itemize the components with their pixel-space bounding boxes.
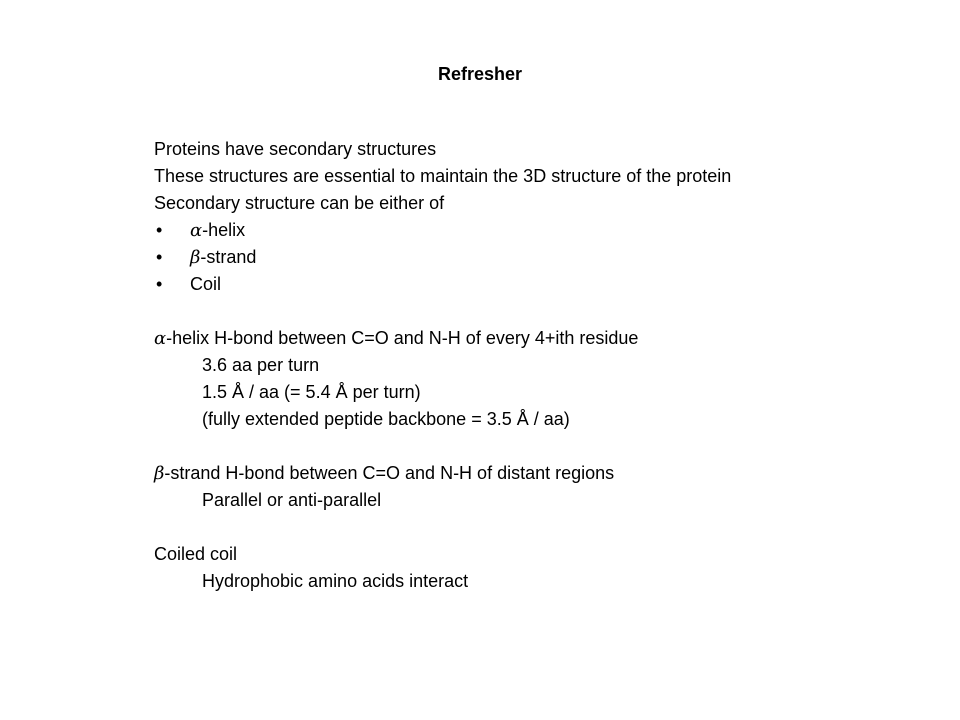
alpha-symbol: α: [154, 328, 167, 349]
bullet-dot-icon: •: [156, 274, 163, 294]
spacer: [154, 298, 914, 325]
beta-symbol: β: [154, 463, 165, 484]
helix-heading-text: -helix H-bond between C=O and N-H of every 4+ith residue: [166, 328, 639, 348]
spacer: [154, 433, 914, 460]
helix-detail-2: 1.5 Å / aa (= 5.4 Å per turn): [202, 382, 421, 402]
bullet-item-helix: [154, 217, 914, 244]
intro-line-3: Secondary structure can be either of: [154, 193, 445, 213]
slide-title: Refresher: [437, 64, 523, 84]
spacer: [154, 514, 914, 541]
bullet-dot-icon: •: [156, 220, 163, 240]
intro-line-1: Proteins have secondary structures: [154, 139, 437, 159]
intro-line-2: These structures are essential to maintain the 3D structure of the protein: [154, 166, 732, 186]
strand-detail-1: Parallel or anti-parallel: [202, 490, 382, 510]
bullet-dot-icon: •: [156, 247, 163, 267]
bullet-item-strand: [154, 244, 914, 271]
bullet-item-coil: [154, 271, 914, 298]
bullet-text: -strand: [200, 247, 257, 267]
slide-body: [154, 136, 914, 595]
bullet-text: -helix: [202, 220, 246, 240]
beta-symbol: β: [190, 247, 201, 268]
bullet-text: Coil: [190, 274, 222, 294]
coiled-heading: Coiled coil: [154, 544, 238, 564]
strand-heading-text: -strand H-bond between C=O and N-H of distant regions: [164, 463, 615, 483]
helix-detail-1: 3.6 aa per turn: [202, 355, 320, 375]
strand-heading: [154, 460, 914, 487]
coiled-detail-1: Hydrophobic amino acids interact: [202, 571, 469, 591]
alpha-symbol: α: [190, 220, 203, 241]
helix-heading: [154, 325, 914, 352]
helix-detail-3: (fully extended peptide backbone = 3.5 Å / aa): [202, 409, 570, 429]
